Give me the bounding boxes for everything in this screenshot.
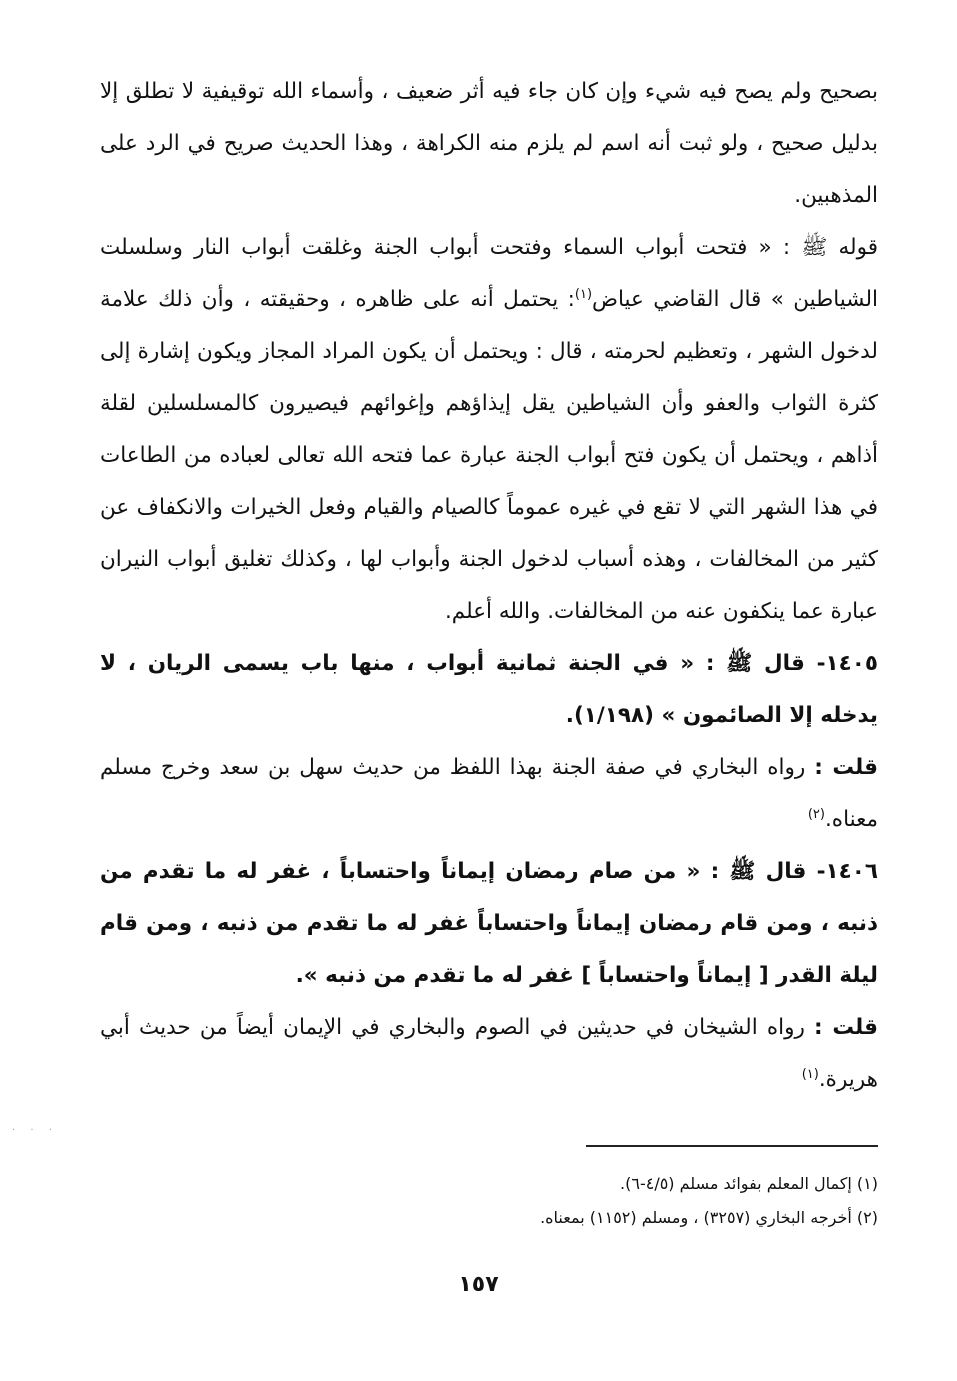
footnote-ref-3: (١) <box>801 1066 819 1082</box>
paragraph-intro: بصحيح ولم يصح فيه شيء وإن كان جاء فيه أثر ضعيف ، وأسماء الله توقيفية لا تطلق إلا بدليل صحيح ، ولو ثبت أنه اسم لم يلزم منه الكراهة ، وهذا الحديث صريح في الرد على المذهبين. <box>100 79 878 208</box>
note-1406 <box>100 1002 878 1106</box>
hadith-1405: ١٤٠٥- قال ﷺ : « في الجنة ثمانية أبواب ، منها باب يسمى الريان ، لا يدخله إلا الصائمون » (١/١٩٨). <box>100 651 878 728</box>
footnote-1: (١) إكمال المعلم بفوائد مسلم (٤/٥-٦). <box>620 1174 878 1193</box>
footnote-ref-1: (١) <box>574 286 593 302</box>
note-lead: قلت : <box>814 755 879 780</box>
footnote-divider <box>586 1145 878 1147</box>
footnote-ref-2: (٢) <box>807 806 825 822</box>
commentary-part-1: قوله ﷺ : « فتحت أبواب السماء وفتحت أبواب الجنة وغلقت أبواب النار وسلسلت الشياطين » قال القاضي عياض <box>100 235 878 312</box>
footnotes <box>100 1145 878 1235</box>
scan-speckles: · · · <box>12 1125 58 1136</box>
note-lead: قلت : <box>813 1015 878 1040</box>
paragraph-commentary <box>100 222 878 638</box>
footnote-2: (٢) أخرجه البخاري (٣٢٥٧) ، ومسلم (١١٥٢) بمعناه. <box>540 1208 878 1227</box>
note-text: رواه البخاري في صفة الجنة بهذا اللفظ من حديث سهل بن سعد وخرج مسلم معناه. <box>100 755 878 832</box>
note-1405 <box>100 742 878 846</box>
page-number: ١٥٧ <box>458 1272 499 1297</box>
page-body <box>100 66 878 1106</box>
hadith-1406: ١٤٠٦- قال ﷺ : « من صام رمضان إيماناً واحتساباً ، غفر له ما تقدم من ذنبه ، ومن قام رمضان إيماناً واحتساباً غفر له ما تقدم من ذنبه ، ومن قام ليلة القدر [ إيماناً واحتساباً ] غفر له ما تقدم من ذنبه ». <box>100 859 878 988</box>
commentary-part-2: : يحتمل أنه على ظاهره ، وحقيقته ، وأن ذلك علامة لدخول الشهر ، وتعظيم لحرمته ، قال : ويحتمل أن يكون المراد المجاز ويكون إشارة إلى كثرة الثواب والعفو وأن الشياطين يقل إيذاؤهم وإغوائهم فيصيرون كالمسلسلين لقلة أذاهم ، ويحتمل أن يكون فتح أبواب الجنة عبارة عما فتحه الله تعالى لعباده من الطاعات في هذا الشهر التي لا تقع في غيره عموماً كالصيام والقيام وفعل الخيرات والانكفاف عن كثير من المخالفات ، وهذه أسباب لدخول الجنة وأبواب لها ، وكذلك تغليق أبواب النيران عبارة عما ينكفون عنه من المخالفات. والله أعلم. <box>100 287 878 624</box>
note-text: رواه الشيخان في حديثين في الصوم والبخاري في الإيمان أيضاً من حديث أبي هريرة. <box>100 1015 878 1092</box>
